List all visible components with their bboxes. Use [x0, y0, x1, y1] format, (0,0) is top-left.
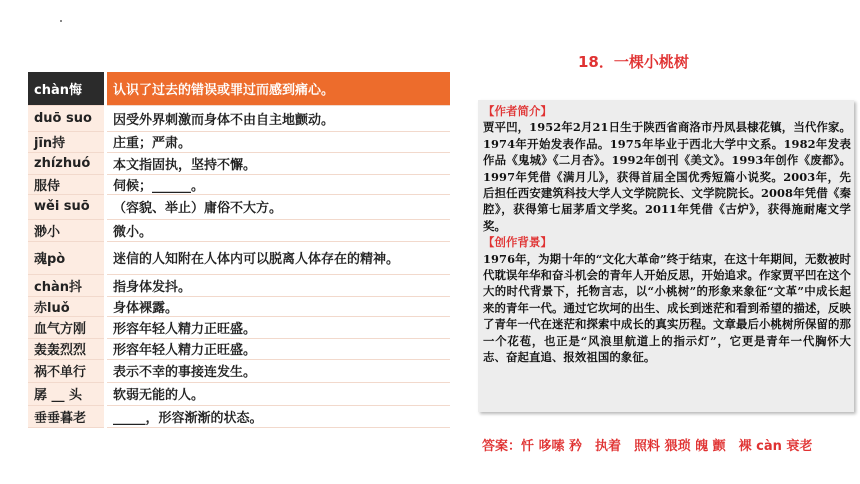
vocab-definition: 表示不幸的事接连发生。 — [106, 359, 451, 382]
vocab-term: 魂pò — [28, 241, 106, 274]
vocab-definition: 庄重；严肃。 — [106, 131, 451, 152]
vocab-term: 赤luǒ — [28, 296, 106, 316]
vocab-row — [28, 72, 450, 105]
vocab-row — [28, 241, 450, 274]
background-text: 1976年，为期十年的“文化大革命”终于结束，在这十年期间，无数被时代耽误年华和奋斗机会的青年人开始反思，开始追求。作家贾平凹在这个大的时代背景下，托物言志，以“小桃树”的形象来象征“文革”中成长起来的青年一代。通过它坎坷的出生、成长到迷茫和看到希望的描述，反映了青年一代在迷茫和探索中成长的真实历程。文章最后小桃树所保留的那一个花苞，也正是“风浪里航道上的指示灯”，它更是青年一代胸怀大志、奋起直追、报效祖国的象征。 — [483, 251, 851, 365]
vocab-term: 祸不单行 — [28, 359, 106, 382]
vocab-term: zhízhuó — [28, 152, 106, 174]
vocab-definition: 形容年轻人精力正旺盛。 — [106, 316, 451, 338]
vocab-term: 血气方刚 — [28, 316, 106, 338]
vocab-row — [28, 219, 450, 241]
vocab-row — [28, 405, 450, 427]
author-heading: 【作者简介】 — [483, 104, 552, 118]
answer-text: 答案：忏 哆嗦 矜 执着 照料 猥琐 魄 颤 裸 càn 衰老 — [482, 439, 813, 454]
vocab-row — [28, 194, 450, 219]
vocab-row — [28, 174, 450, 194]
vocab-table — [28, 72, 450, 428]
vocab-row — [28, 359, 450, 382]
lesson-title: 18．一棵小桃树 — [578, 53, 689, 71]
vocab-row — [28, 131, 450, 152]
background-heading: 【创作背景】 — [483, 235, 552, 250]
vocab-term: 垂垂暮老 — [28, 405, 106, 427]
vocab-row — [28, 296, 450, 316]
vocab-term: 渺小 — [28, 219, 106, 241]
vocab-row — [28, 338, 450, 359]
vocab-definition: 认识了过去的错误或罪过而感到痛心。 — [106, 72, 451, 105]
vocab-definition: 本文指固执，坚持不懈。 — [106, 152, 451, 174]
vocab-definition: 软弱无能的人。 — [106, 382, 451, 405]
vocab-definition: 伺候；______。 — [106, 174, 451, 194]
vocab-row — [28, 274, 450, 296]
vocab-definition: _____，形容渐渐的状态。 — [106, 405, 451, 427]
vocab-term: chàn悔 — [28, 72, 106, 105]
author-text: 贾平凹，1952年2月21日生于陕西省商洛市丹凤县棣花镇，当代作家。1974年开始发表作品。1975年毕业于西北大学中文系。1982年发表作品《鬼城》《二月杏》。1992年创刊《美文》。1993年创作《废都》。1997年凭借《满月儿》，获得首届全国优秀短篇小说奖。2003年，先后担任西安建筑科技大学人文学院院长、文学院院长。2008年凭借《秦腔》，获得第七届茅盾文学奖。2011年凭借《古炉》，获得施耐庵文学奖。 — [483, 120, 851, 233]
vocab-definition: 形容年轻人精力正旺盛。 — [106, 338, 451, 359]
vocab-term: jīn持 — [28, 131, 106, 152]
vocab-term: chàn抖 — [28, 274, 106, 296]
vocab-row — [28, 382, 450, 405]
vocab-term: duō suo — [28, 105, 106, 131]
vocab-definition: （容貌、举止）庸俗不大方。 — [106, 194, 451, 219]
content-text — [483, 103, 851, 366]
vocab-definition: 微小。 — [106, 219, 451, 241]
vocab-definition: 因受外界刺激而身体不由自主地颤动。 — [106, 105, 451, 131]
vocab-definition: 指身体发抖。 — [106, 274, 451, 296]
vocab-term: wěi suō — [28, 194, 106, 219]
vocab-term: 轰轰烈烈 — [28, 338, 106, 359]
vocab-definition: 迷信的人知附在人体内可以脱离人体存在的精神。 — [106, 241, 451, 274]
vocab-term: 孱 __ 头 — [28, 382, 106, 405]
vocab-definition: 身体裸露。 — [106, 296, 451, 316]
vocab-term: 服侍 — [28, 174, 106, 194]
vocab-row — [28, 152, 450, 174]
vocab-row — [28, 316, 450, 338]
decorative-dot — [60, 20, 62, 22]
vocab-row — [28, 105, 450, 131]
